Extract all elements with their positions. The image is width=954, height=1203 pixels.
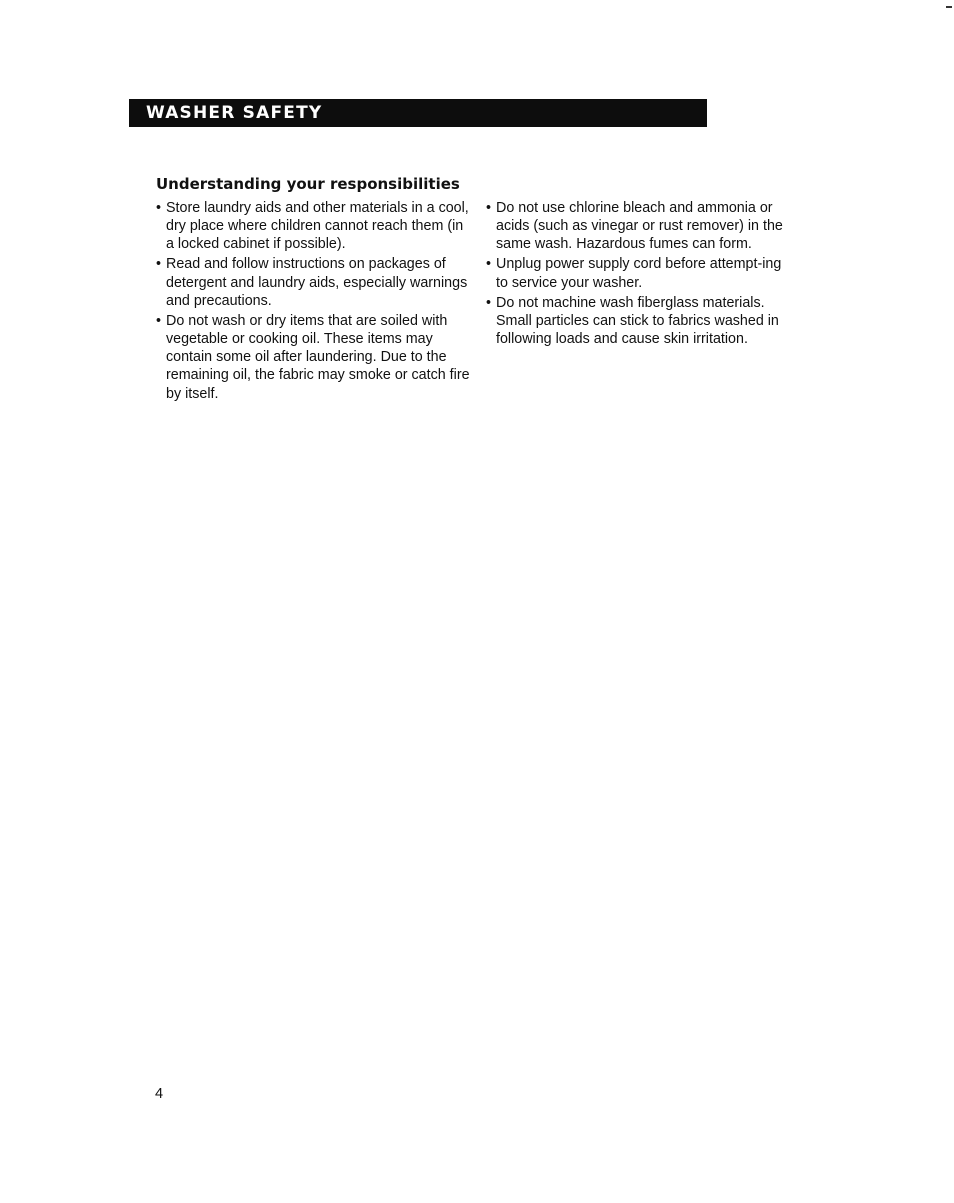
page-number: 4 bbox=[155, 1086, 164, 1102]
list-item bbox=[486, 294, 786, 349]
scan-edge-mark bbox=[946, 6, 952, 8]
list-item bbox=[156, 312, 474, 403]
bullet-icon: • bbox=[156, 200, 162, 216]
list-item bbox=[156, 199, 474, 254]
left-column-list bbox=[156, 199, 474, 405]
list-item-text: Read and follow instructions on packages of detergent and laundry aids, especially warnings and precautions. bbox=[166, 256, 468, 309]
list-item bbox=[486, 255, 786, 291]
bullet-icon: • bbox=[486, 294, 492, 311]
section-header-bar bbox=[129, 99, 707, 127]
list-item-text: Do not wash or dry items that are soiled with vegetable or cooking oil. These items may contain some oil after laundering. Due to the remaining oil, the fabric may smoke or catch fire by itself. bbox=[166, 312, 470, 402]
bullet-icon: • bbox=[156, 312, 162, 329]
bullet-icon: • bbox=[486, 256, 492, 273]
list-item bbox=[156, 255, 474, 310]
list-item-text: Store laundry aids and other materials in a cool, dry place where children cannot reach them (in a locked cabinet if possible). bbox=[166, 200, 469, 253]
right-column-list bbox=[486, 199, 786, 350]
section-header-title: WASHER SAFETY bbox=[146, 103, 323, 123]
bullet-icon: • bbox=[486, 200, 492, 216]
subsection-heading: Understanding your responsibilities bbox=[156, 175, 460, 193]
bullet-icon: • bbox=[156, 256, 162, 273]
list-item-text: Unplug power supply cord before attempt-ing to service your washer. bbox=[496, 256, 782, 291]
list-item bbox=[486, 199, 786, 254]
list-item-text: Do not use chlorine bleach and ammonia or acids (such as vinegar or rust remover) in the same wash. Hazardous fumes can form. bbox=[496, 200, 783, 253]
list-item-text: Do not machine wash fiberglass materials. Small particles can stick to fabrics washed in following loads and cause skin irritation. bbox=[496, 294, 779, 348]
